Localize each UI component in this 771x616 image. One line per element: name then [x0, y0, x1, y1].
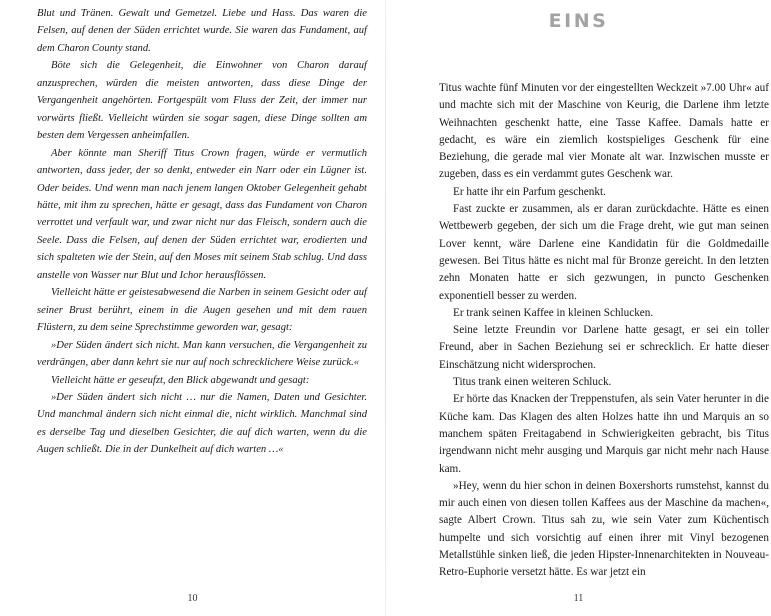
- right-paragraph: Titus trank einen weiteren Schluck.: [453, 376, 612, 389]
- chapter-title: EINS: [548, 10, 609, 32]
- left-paragraph: »Der Süden ändert sich nicht. Man kann versuchen, die Vergangenheit zu verdrängen, aber dann kehrt sie nur auf noch schrecklichere Weise zurück.«: [37, 339, 367, 369]
- right-page: [386, 0, 771, 616]
- right-paragraph: Er trank seinen Kaffee in kleinen Schlucken.: [453, 306, 654, 319]
- right-paragraph: Titus wachte fünf Minuten vor der eingestellten Weckzeit »7.00 Uhr« auf und machte sich mit der Maschine von Keurig, die Darlene ihm letzte Weihnachten geschenkt hatte, eine Tasse Kaffee. Damals hatte er gedacht, es wäre ein ziemlich kostspieliges Geschenk für eine Beziehung, die gerade mal vier Monate alt war. Inzwischen musste er zugeben, dass es ein verdammt gutes Geschenk war.: [439, 82, 769, 181]
- right-page-number: 11: [573, 593, 584, 604]
- left-page-body: [37, 5, 367, 459]
- right-page-body: [439, 80, 769, 582]
- right-paragraph: »Hey, wenn du hier schon in deinen Boxershorts rumstehst, kannst du mir auch einen von diesen tollen Kaffees aus der Maschine da machen«, sagte Albert Crown. Titus sah zu, wie sein Vater zum Küchentisch humpelte und sich vorsichtig auf einen ihrer mit Vinyl bezogenen Metallstühle sinken ließ, die jeden Hipster-Innenarchitekten in Nouveau-Retro-Euphorie versetzt hätte. Es war jetzt ein: [439, 479, 769, 579]
- right-paragraph: Fast zuckte er zusammen, als er daran zurückdachte. Hätte es einen Wettbewerb gegeben, der sich um die Frage dreht, wie gut man seinen Lover kennt, wäre Darlene eine Kandidatin für die Goldmedaille gewesen. Bei Titus hätte es nicht mal für Bronze gereicht. In den letzten zehn Monaten hatte er sich gezwungen, in puncto Geschenken exponentiell besser zu werden.: [439, 203, 769, 302]
- left-paragraph: Vielleicht hätte er geistesabwesend die Narben in seinem Gesicht oder auf seiner Brust berührt, einem in die Augen gesehen und mit dem rauen Flüstern, zu dem seine Sprechstimme geworden war, gesagt:: [37, 287, 367, 334]
- left-paragraph: Böte sich die Gelegenheit, die Einwohner von Charon darauf anzusprechen, würden die meisten antworten, dass diese Dinge der Vergangenheit angehörten. Fortgespült vom Fluss der Zeit, der immer nur vorwärts fließt. Vielleicht würden sie sogar sagen, diese Dinge sollten am besten dem Vergessen anheimfallen.: [37, 60, 367, 142]
- left-paragraph: Blut und Tränen. Gewalt und Gemetzel. Liebe und Hass. Das waren die Felsen, auf denen der Süden errichtet wurde. Sie waren das Fundament, auf dem Charon County stand.: [37, 8, 367, 54]
- left-paragraph: Aber könnte man Sheriff Titus Crown fragen, würde er vermutlich antworten, dass jeder, der so denkt, entweder ein Narr oder ein Lügner ist. Oder beides. Und wenn man nach jenem langen Oktober Gelegenheit gehabt hätte, mit ihm zu sprechen, hätte er gesagt, dass das Fundament von Charon verrottet und verfault war, und zwar nicht nur das Fleisch, sondern auch die Seele. Dass die Felsen, auf denen der Süden errichtet war, erodierten und sich spalteten wie der Stein, auf den Moses mit seinem Stab schlug. Und dass anstelle von Wasser nur Blut und Ichor herausflössen.: [37, 147, 367, 281]
- left-paragraph: »Der Süden ändert sich nicht … nur die Namen, Daten und Gesichter. Und manchmal ändern sich nicht einmal die, nicht wirklich. Manchmal sind es derselbe Tag und dieselben Gesichter, die auf dich warten, wenn du die Augen schließt. Die in der Dunkelheit auf dich warten …«: [37, 391, 367, 456]
- left-page: [0, 0, 385, 616]
- right-paragraph: Er hatte ihr ein Parfum geschenkt.: [453, 185, 606, 198]
- right-paragraph: Seine letzte Freundin vor Darlene hatte gesagt, er sei ein toller Freund, aber in Sachen Beziehung sei er schrecklich. Er hatte dieser Einschätzung nicht widersprochen.: [439, 324, 769, 371]
- right-paragraph: Er hörte das Knacken der Treppenstufen, als sein Vater herunter in die Küche kam. Das Klagen des alten Holzes hatte ihn und Marquis an so manchem späten Freitagabend in Schwierigkeiten gebracht, bis Titus irgendwann nicht mehr ausging und Marquis gar nicht mehr nach Hause kam.: [439, 393, 769, 475]
- left-page-number: 10: [187, 593, 198, 604]
- left-paragraph: Vielleicht hätte er geseufzt, den Blick abgewandt und gesagt:: [51, 374, 310, 386]
